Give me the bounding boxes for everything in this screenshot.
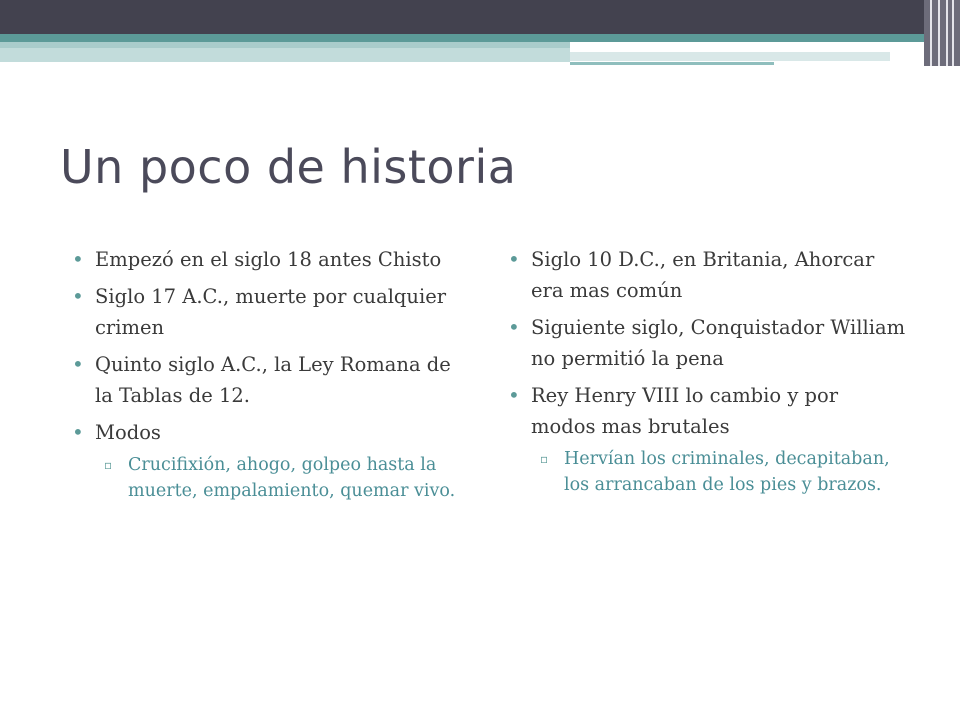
bullet-icon: •: [72, 420, 84, 444]
list-item: [72, 349, 457, 411]
sub-bullet-icon: ▫: [540, 452, 549, 466]
list-item-text: Modos: [95, 421, 161, 444]
header-band-teal: [0, 34, 960, 42]
header-line: [570, 50, 888, 52]
header-corner-bars: [924, 0, 960, 66]
header-band-lower: [0, 48, 570, 62]
list-item: [72, 281, 457, 343]
list-item: [508, 244, 908, 306]
right-column: [508, 244, 908, 504]
bullet-icon: •: [508, 247, 520, 271]
list-item: [72, 244, 457, 275]
bullet-icon: •: [72, 352, 84, 376]
header-line-accent: [570, 62, 774, 65]
sub-list-item-text: Crucifixión, ahogo, golpeo hasta la muerte, empalamiento, quemar vivo.: [128, 455, 456, 501]
sub-list-item: [95, 452, 457, 504]
list-item-text: Rey Henry VIII lo cambio y por modos mas brutales: [531, 384, 839, 438]
bullet-icon: •: [72, 247, 84, 271]
list-item: [508, 380, 908, 498]
list-item-text: Siguiente siglo, Conquistador William no permitió la pena: [531, 316, 906, 370]
sub-bullet-icon: ▫: [104, 458, 113, 472]
bullet-icon: •: [508, 315, 520, 339]
header-band-dark: [0, 0, 960, 34]
list-item-text: Empezó en el siglo 18 antes Chisto: [95, 248, 442, 271]
sub-list-item-text: Hervían los criminales, decapitaban, los arrancaban de los pies y brazos.: [564, 449, 890, 495]
header-gap: [570, 42, 960, 48]
list-item-text: Quinto siglo A.C., la Ley Romana de la Tablas de 12.: [95, 353, 451, 407]
list-item: [508, 312, 908, 374]
left-column: [72, 244, 457, 510]
slide-title: Un poco de historia: [60, 140, 517, 194]
sub-list-item: [531, 446, 908, 498]
header-band-lower-right: [570, 52, 890, 61]
list-item-text: Siglo 10 D.C., en Britania, Ahorcar era mas común: [531, 248, 875, 302]
list-item-text: Siglo 17 A.C., muerte por cualquier crimen: [95, 285, 447, 339]
list-item: [72, 417, 457, 504]
bullet-icon: •: [72, 284, 84, 308]
bullet-icon: •: [508, 383, 520, 407]
